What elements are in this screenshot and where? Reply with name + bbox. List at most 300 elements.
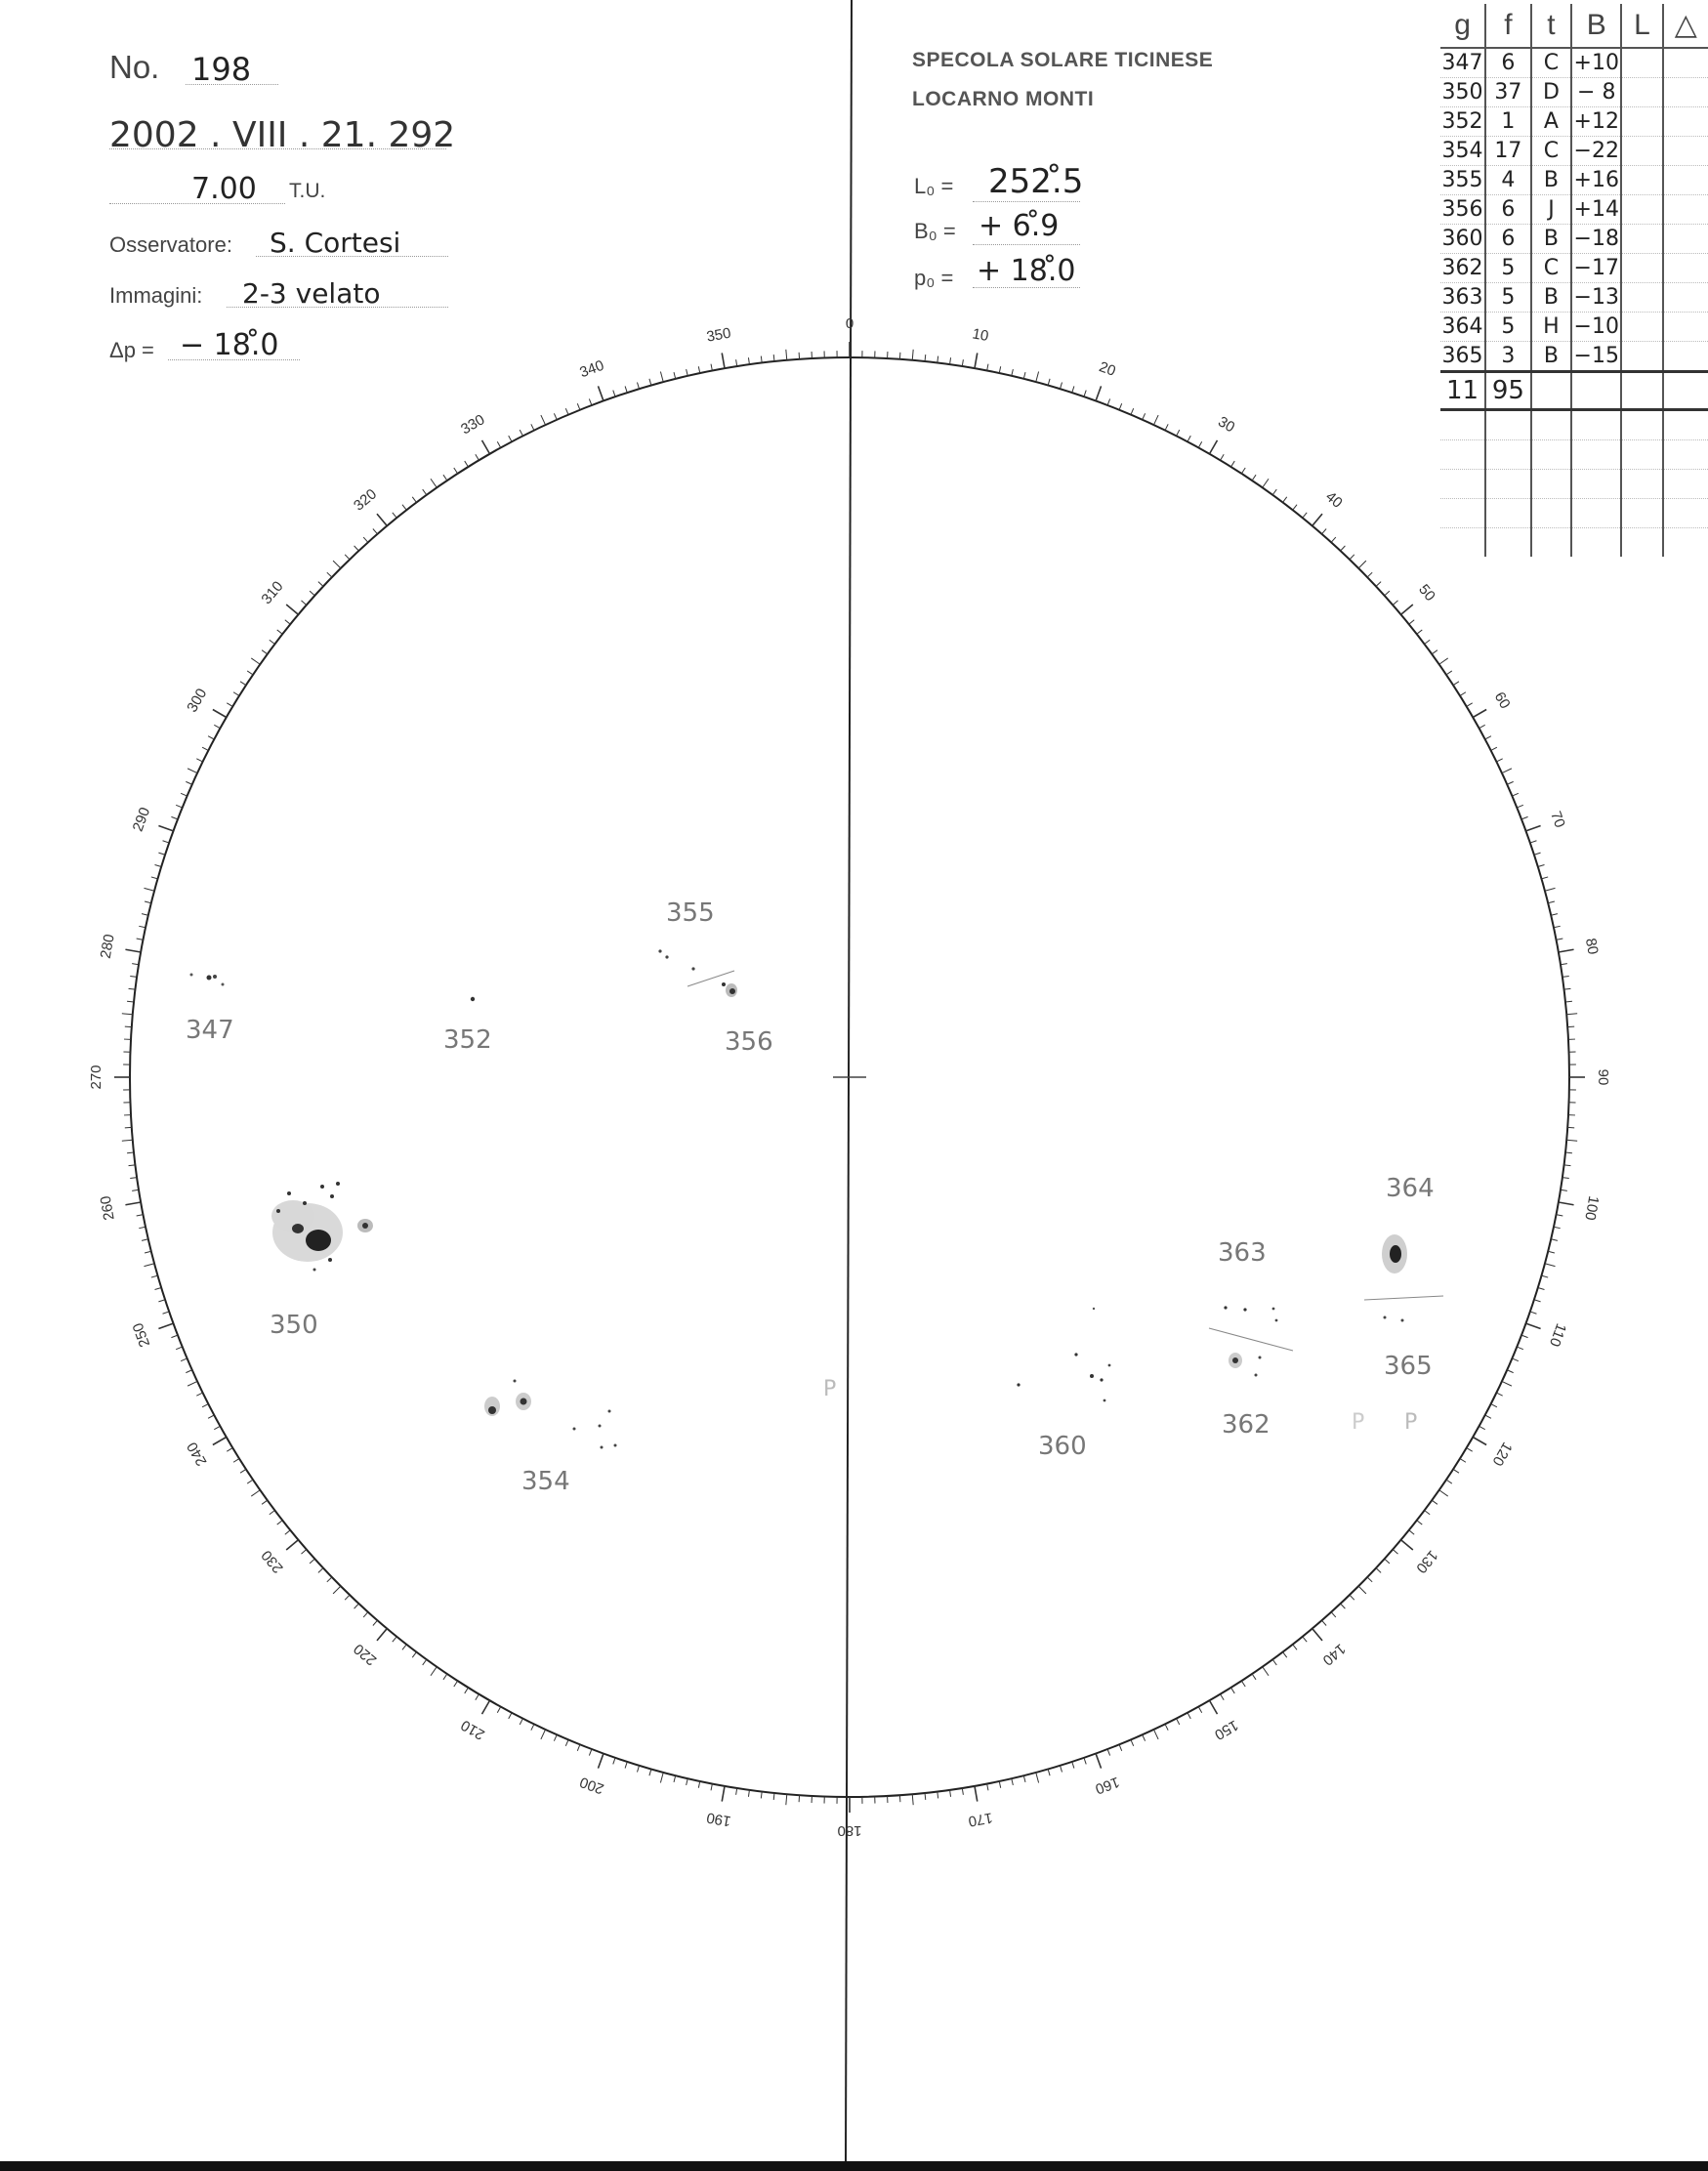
degree-tick — [1502, 1381, 1512, 1386]
degree-tick — [1283, 497, 1287, 503]
degree-tick — [1565, 1152, 1572, 1153]
degree-tick — [1566, 1014, 1577, 1015]
cell-b: −15 — [1571, 342, 1621, 372]
degree-tick — [748, 1790, 749, 1797]
degree-tick — [1210, 440, 1218, 454]
degree-label: 120 — [1488, 1439, 1516, 1469]
degree-tick — [1521, 1335, 1528, 1338]
degree-tick — [213, 710, 227, 718]
degree-tick — [1432, 650, 1437, 654]
degree-tick — [310, 591, 314, 596]
degree-tick — [1198, 1707, 1201, 1713]
degree-tick — [1198, 441, 1201, 447]
number-label: No. — [109, 49, 160, 85]
group-label: 350 — [270, 1311, 318, 1340]
degree-tick — [286, 605, 298, 614]
degree-tick — [1263, 1667, 1269, 1676]
degree-tick — [412, 1652, 416, 1658]
degree-tick — [1187, 436, 1190, 441]
degree-tick — [251, 658, 260, 664]
observer-label: Osservatore: — [109, 232, 232, 257]
degree-tick — [1293, 1645, 1297, 1650]
degree-tick — [1453, 682, 1459, 686]
observation-date: 2002 . VIII . 21. 292 — [109, 115, 456, 155]
l0-value: 252.̊5 — [988, 162, 1084, 201]
degree-tick — [142, 914, 148, 916]
degree-label: 310 — [258, 578, 287, 608]
degree-tick — [520, 430, 522, 436]
cell-f: 6 — [1485, 48, 1531, 78]
degree-tick — [318, 582, 323, 587]
b0-value: + 6.̊9 — [979, 209, 1060, 243]
degree-label: 160 — [1093, 1773, 1122, 1798]
degree-tick — [711, 1783, 712, 1790]
degree-tick — [1096, 1754, 1101, 1769]
degree-tick — [786, 350, 787, 360]
degree-tick — [541, 1730, 546, 1739]
sunspot-group-364 — [1364, 1234, 1443, 1300]
degree-tick — [187, 1381, 197, 1386]
cell-b: −13 — [1571, 283, 1621, 313]
degree-tick — [402, 505, 406, 511]
degree-tick — [722, 353, 725, 368]
degree-label: 350 — [705, 324, 732, 346]
degree-tick — [748, 357, 749, 364]
degree-tick — [127, 1152, 134, 1153]
degree-tick — [912, 1794, 913, 1805]
degree-tick — [285, 620, 290, 624]
column-header-f: f — [1485, 4, 1531, 48]
degree-tick — [1312, 1629, 1322, 1641]
degree-tick — [937, 356, 938, 363]
degree-tick — [454, 468, 458, 474]
degree-tick — [1376, 582, 1381, 587]
group-label: 347 — [186, 1016, 234, 1045]
degree-tick — [577, 403, 580, 409]
degree-tick — [962, 1788, 963, 1795]
degree-tick — [125, 1202, 141, 1205]
degree-tick — [373, 528, 378, 533]
degree-label: 200 — [577, 1773, 606, 1798]
b0-label: B₀ = — [914, 219, 956, 243]
degree-tick — [171, 816, 178, 819]
degree-tick — [1393, 1550, 1397, 1555]
degree-tick — [285, 1530, 290, 1534]
degree-tick — [158, 1323, 173, 1328]
cell-t: B — [1531, 166, 1571, 195]
degree-tick — [132, 964, 139, 965]
number-value: 198 — [191, 51, 252, 88]
degree-tick — [962, 359, 963, 366]
delta-p-label: Δp = — [109, 338, 154, 362]
degree-tick — [187, 769, 197, 773]
degree-tick — [1358, 561, 1366, 568]
delta-p-value: − 18.̊0 — [180, 328, 279, 362]
degree-tick — [196, 1393, 202, 1396]
time-unit: T.U. — [289, 180, 326, 202]
degree-tick — [1565, 1001, 1572, 1002]
cell-f: 6 — [1485, 195, 1531, 225]
degree-tick — [1453, 1469, 1459, 1473]
degree-tick — [687, 369, 688, 376]
degree-tick — [1119, 403, 1122, 409]
degree-tick — [1272, 489, 1276, 495]
degree-label: 40 — [1322, 488, 1346, 512]
degree-tick — [476, 1694, 479, 1700]
degree-label: 0 — [845, 314, 854, 332]
degree-tick — [431, 479, 437, 487]
degree-tick — [497, 1707, 500, 1713]
degree-tick — [144, 888, 154, 891]
degree-tick — [1131, 408, 1134, 414]
degree-tick — [1517, 805, 1522, 808]
degree-tick — [541, 415, 546, 425]
cell-f: 5 — [1485, 283, 1531, 313]
degree-tick — [625, 386, 627, 393]
degree-tick — [1084, 1758, 1086, 1765]
bottom-border — [0, 2161, 1708, 2171]
cell-g: 364 — [1440, 313, 1485, 342]
cell-b: +12 — [1571, 107, 1621, 137]
degree-label: 20 — [1097, 358, 1118, 380]
degree-tick — [660, 1773, 663, 1783]
degree-tick — [151, 1275, 158, 1277]
degree-tick — [1425, 1511, 1431, 1515]
degree-tick — [1048, 1769, 1050, 1775]
degree-tick — [598, 1754, 603, 1769]
degree-tick — [1221, 1694, 1225, 1700]
column-header-l: L — [1621, 4, 1662, 48]
degree-tick — [1023, 372, 1025, 379]
degree-tick — [213, 1438, 227, 1445]
degree-label: 260 — [97, 1194, 118, 1222]
degree-tick — [1096, 386, 1101, 400]
degree-tick — [482, 440, 490, 454]
degree-tick — [1385, 591, 1390, 596]
degree-tick — [1153, 1730, 1158, 1739]
group-label: 362 — [1222, 1410, 1271, 1440]
group-label: 365 — [1384, 1352, 1433, 1381]
degree-tick — [1566, 1140, 1577, 1141]
cell-t: C — [1531, 254, 1571, 283]
degree-tick — [975, 1786, 978, 1802]
cell-g: 356 — [1440, 195, 1485, 225]
degree-tick — [1241, 468, 1245, 474]
degree-tick — [1187, 1713, 1190, 1719]
degree-tick — [345, 1595, 350, 1600]
cell-g: 360 — [1440, 225, 1485, 254]
degree-tick — [1036, 1773, 1039, 1783]
degree-tick — [1551, 914, 1558, 916]
degree-tick — [1341, 1604, 1346, 1608]
degree-tick — [554, 413, 557, 419]
degree-tick — [127, 1001, 134, 1002]
degree-tick — [736, 1788, 737, 1795]
degree-tick — [181, 1358, 187, 1361]
cell-b: −18 — [1571, 225, 1621, 254]
degree-label: 230 — [258, 1546, 287, 1576]
degree-tick — [270, 640, 275, 644]
degree-tick — [1331, 537, 1336, 542]
degree-tick — [333, 561, 341, 568]
degree-tick — [130, 976, 137, 977]
degree-tick — [465, 461, 469, 467]
time-value: 7.00 — [191, 172, 257, 206]
degree-tick — [987, 1783, 988, 1790]
degree-tick — [1252, 475, 1256, 480]
degree-tick — [186, 781, 191, 784]
degree-tick — [509, 1713, 512, 1719]
degree-tick — [145, 1251, 151, 1253]
degree-tick — [1231, 1688, 1235, 1693]
degree-tick — [1036, 371, 1039, 382]
column-header-g: g — [1440, 4, 1485, 48]
degree-tick — [1538, 1287, 1545, 1289]
degree-tick — [589, 398, 592, 405]
degree-tick — [1507, 1370, 1513, 1373]
degree-tick — [1263, 479, 1269, 487]
degree-tick — [999, 366, 1000, 373]
degree-tick — [1541, 877, 1548, 879]
degree-tick — [233, 1459, 239, 1463]
degree-tick — [158, 825, 173, 830]
degree-tick — [1303, 1637, 1307, 1642]
degree-tick — [1548, 1251, 1555, 1253]
degree-tick — [999, 1781, 1000, 1788]
sunspot-group-350 — [271, 1182, 373, 1272]
degree-tick — [649, 1769, 651, 1775]
degree-tick — [565, 408, 568, 414]
cell-f: 5 — [1485, 254, 1531, 283]
degree-tick — [577, 1744, 580, 1750]
degree-label: 220 — [351, 1640, 381, 1669]
degree-label: 140 — [1318, 1640, 1349, 1669]
degree-tick — [497, 441, 500, 447]
cell-t: D — [1531, 78, 1571, 107]
degree-label: 170 — [967, 1809, 994, 1830]
degree-tick — [277, 630, 283, 634]
degree-tick — [1107, 1749, 1110, 1756]
degree-tick — [301, 1550, 306, 1555]
degree-tick — [1153, 415, 1158, 425]
degree-tick — [1023, 1775, 1025, 1782]
degree-tick — [214, 725, 220, 728]
cell-g: 363 — [1440, 283, 1485, 313]
degree-tick — [1177, 1719, 1180, 1725]
sunspot-group-362 — [1209, 1328, 1293, 1377]
degree-tick — [987, 364, 988, 371]
degree-tick — [1545, 1264, 1556, 1267]
degree-tick — [125, 949, 141, 952]
degree-tick — [1554, 1227, 1561, 1228]
observatory-location: LOCARNO MONTI — [912, 88, 1095, 110]
degree-tick — [520, 1719, 522, 1725]
cell-t: C — [1531, 48, 1571, 78]
degree-tick — [1312, 514, 1322, 525]
degree-tick — [1322, 528, 1327, 533]
degree-tick — [1491, 1404, 1497, 1407]
degree-tick — [139, 926, 146, 927]
degree-tick — [1502, 769, 1512, 773]
degree-tick — [163, 1312, 170, 1314]
degree-tick — [1439, 1490, 1448, 1496]
degree-tick — [761, 1792, 762, 1799]
degree-tick — [1409, 1530, 1414, 1534]
degree-tick — [1562, 1178, 1569, 1179]
degree-tick — [1479, 725, 1485, 728]
degree-label: 30 — [1215, 413, 1238, 437]
degree-tick — [1425, 640, 1431, 644]
cell-t: A — [1531, 107, 1571, 137]
degree-tick — [251, 1490, 260, 1496]
group-label: 355 — [666, 898, 715, 928]
degree-tick — [354, 546, 359, 551]
degree-tick — [1221, 454, 1225, 460]
degree-label: 320 — [351, 485, 381, 515]
degree-tick — [247, 1480, 253, 1483]
cell-g: 365 — [1441, 344, 1483, 368]
degree-tick — [412, 497, 416, 503]
cell-g: 362 — [1440, 254, 1485, 283]
degree-tick — [1541, 1275, 1548, 1277]
degree-tick — [1165, 424, 1168, 430]
degree-tick — [1376, 1568, 1381, 1573]
degree-tick — [363, 1612, 368, 1617]
degree-tick — [1350, 555, 1354, 560]
degree-tick — [286, 1540, 298, 1550]
degree-tick — [443, 475, 447, 480]
cell-t: H — [1531, 313, 1571, 342]
degree-label: 150 — [1211, 1716, 1241, 1743]
sunspot-group-352 — [471, 997, 475, 1001]
degree-label: 110 — [1545, 1320, 1570, 1350]
degree-tick — [1439, 658, 1448, 664]
degree-tick — [531, 1724, 534, 1730]
degree-tick — [171, 1335, 178, 1338]
degree-tick — [465, 1688, 469, 1693]
degree-tick — [509, 436, 512, 441]
degree-tick — [1551, 1239, 1558, 1241]
degree-tick — [1417, 1521, 1423, 1524]
degree-tick — [1491, 747, 1497, 750]
group-label: 352 — [443, 1025, 492, 1055]
degree-label: 190 — [705, 1809, 732, 1830]
cell-g: 350 — [1440, 78, 1485, 107]
total-spots: 95 — [1485, 372, 1531, 410]
degree-tick — [373, 1620, 378, 1625]
degree-tick — [1446, 671, 1452, 675]
degree-tick — [1119, 1744, 1122, 1750]
degree-label: 240 — [184, 1439, 211, 1469]
degree-tick — [1084, 391, 1086, 397]
degree-tick — [262, 1500, 268, 1504]
observer-value: S. Cortesi — [270, 227, 401, 259]
degree-tick — [1131, 1739, 1134, 1745]
degree-tick — [158, 1300, 165, 1302]
degree-tick — [1521, 816, 1528, 819]
degree-tick — [925, 355, 926, 361]
cell-b: − 8 — [1571, 78, 1621, 107]
pole-mark: P — [1352, 1410, 1365, 1435]
degree-tick — [377, 1629, 387, 1641]
degree-tick — [1350, 1595, 1354, 1600]
degree-tick — [443, 1674, 447, 1680]
degree-tick — [698, 1781, 699, 1788]
cell-b: −22 — [1571, 137, 1621, 166]
degree-tick — [277, 1521, 283, 1524]
degree-tick — [565, 1739, 568, 1745]
degree-tick — [1512, 1358, 1518, 1361]
degree-tick — [129, 988, 136, 989]
degree-tick — [1012, 369, 1014, 376]
degree-tick — [1272, 1659, 1276, 1665]
degree-tick — [1559, 1202, 1574, 1205]
degree-tick — [1530, 1312, 1537, 1314]
degree-tick — [1417, 630, 1423, 634]
degree-tick — [674, 372, 676, 379]
degree-tick — [1241, 1681, 1245, 1687]
degree-tick — [144, 1264, 154, 1267]
degree-tick — [1460, 1459, 1466, 1463]
degree-tick — [1446, 1480, 1452, 1483]
sunspot-group-363 — [1224, 1306, 1277, 1321]
degree-tick — [637, 1766, 639, 1773]
degree-tick — [240, 682, 246, 686]
degree-tick — [1367, 572, 1372, 577]
degree-tick — [1143, 1734, 1146, 1740]
degree-tick — [912, 350, 913, 360]
degree-tick — [1048, 379, 1050, 386]
degree-tick — [227, 1448, 232, 1452]
degree-tick — [1562, 976, 1569, 977]
degree-tick — [1467, 1448, 1473, 1452]
degree-tick — [208, 1415, 214, 1418]
degree-tick — [262, 650, 268, 654]
cell-t: B — [1531, 225, 1571, 254]
degree-label: 300 — [184, 686, 211, 716]
degree-tick — [402, 1645, 406, 1650]
degree-tick — [613, 1758, 615, 1765]
degree-tick — [1165, 1724, 1168, 1730]
cell-t: C — [1531, 137, 1571, 166]
degree-tick — [1556, 1215, 1562, 1216]
degree-tick — [186, 1370, 191, 1373]
degree-tick — [345, 555, 350, 560]
total-groups: 11 — [1440, 372, 1485, 410]
degree-tick — [1559, 949, 1574, 952]
degree-tick — [142, 1239, 148, 1241]
l0-label: L₀ = — [914, 174, 954, 198]
degree-tick — [151, 877, 158, 879]
degree-tick — [139, 1227, 146, 1228]
degree-tick — [181, 793, 187, 796]
degree-tick — [1517, 1347, 1522, 1350]
degree-label: 50 — [1415, 581, 1438, 605]
degree-tick — [155, 1287, 162, 1289]
degree-tick — [363, 537, 368, 542]
degree-tick — [1526, 1323, 1541, 1328]
degree-tick — [1564, 988, 1571, 989]
column-header-delta: △ — [1663, 4, 1708, 48]
degree-tick — [925, 1793, 926, 1800]
observatory-name: SPECOLA SOLARE TICINESE — [912, 49, 1214, 71]
degree-label: 270 — [87, 1065, 104, 1090]
degree-tick — [598, 386, 603, 400]
degree-tick — [1473, 1438, 1486, 1445]
degree-tick — [625, 1762, 627, 1769]
degree-tick — [1554, 926, 1561, 927]
cell-b: −17 — [1571, 254, 1621, 283]
